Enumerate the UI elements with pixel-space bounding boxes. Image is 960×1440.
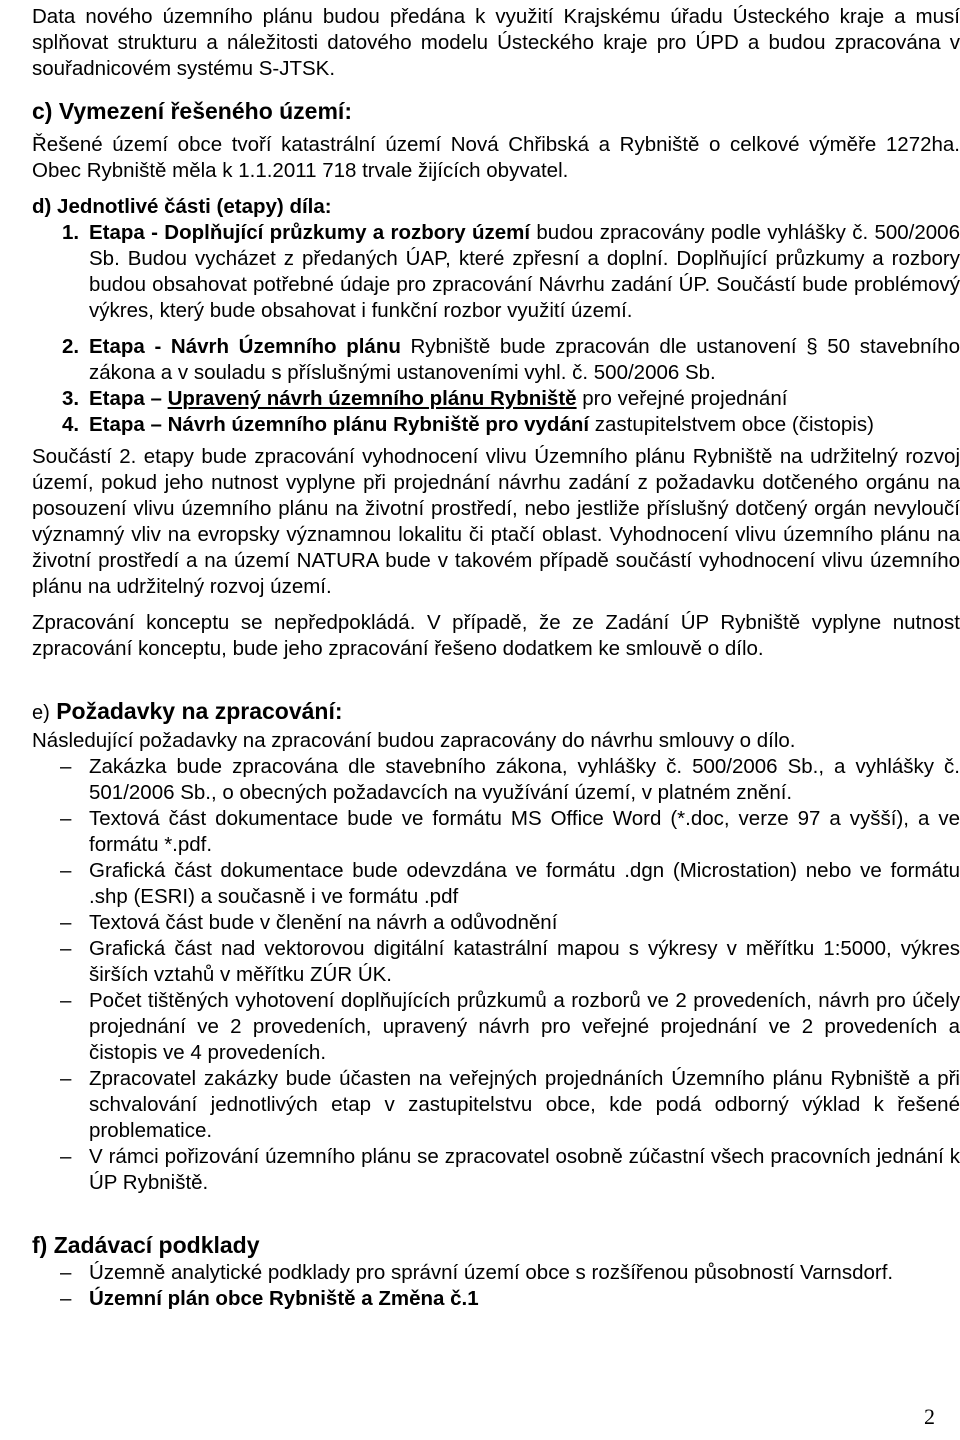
requirement-item <box>32 910 960 936</box>
stage-text: zastupitelstvem obce (čistopis) <box>589 413 874 436</box>
requirement-item <box>32 806 960 858</box>
page-number: 2 <box>924 1404 935 1429</box>
requirement-item <box>32 936 960 988</box>
requirement-text: Grafická část nad vektorovou digitální katastrální mapou s výkresy v měřítku 1:5000, výkres širších vztahů v měřítku ZÚR ÚK. <box>89 937 960 986</box>
requirement-text: Zpracovatel zakázky bude účasten na veřejných projednáních Územního plánu Rybniště a při schvalování jednotlivých etap v zastupitelstvu obce, kde podá odborný výklad k řešené problematice. <box>89 1067 960 1142</box>
stage-item-1 <box>32 220 960 324</box>
section-e-intro: Následující požadavky na zpracování budou zapracovány do návrhu smlouvy o dílo. <box>32 729 796 752</box>
dash-bullet: – <box>60 989 72 1012</box>
stage-number: 1. <box>62 221 80 244</box>
stage-item-4 <box>32 412 960 438</box>
dash-bullet: – <box>60 859 72 882</box>
requirement-item <box>32 754 960 806</box>
section-d-paragraph-1: Součástí 2. etapy bude zpracování vyhodnocení vlivu Územního plánu Rybniště na udržitelný rozvoj území, pokud jeho nutnost vyplyne při projednání návrhu zadání z požadavku dotčeného orgánu na posouzení vlivu územního plánu na životní prostředí, nebo jestliže příslušný dotčený orgán nevyloučí významný vliv na evropsky významnou lokalitu či ptačí oblast. Vyhodnocení vlivu územního plánu na životní prostředí a na území NATURA bude v takovém případě součástí vyhodnocení vlivu územního plánu na udržitelný rozvoj území. <box>32 445 960 598</box>
source-item <box>32 1260 960 1286</box>
dash-bullet: – <box>60 1145 72 1168</box>
dash-bullet: – <box>60 807 72 830</box>
requirement-item <box>32 1066 960 1144</box>
dash-bullet: – <box>60 911 72 934</box>
stage-text: budou zpracovány podle vyhlášky č. 500/2006 Sb. Budou vycházet z předaných ÚAP, které zpřesní a doplní. Doplňující průzkumy a rozbory budou obsahovat potřebné údaje pro zpracování Návrhu zadání ÚP. Součástí bude problémový výkres, který bude obsahovat i funkční rozbor využití území. <box>89 221 960 322</box>
source-item <box>32 1286 960 1312</box>
requirement-text: Grafická část dokumentace bude odevzdána ve formátu .dgn (Microstation) nebo ve formátu .shp (ESRI) a současně i ve formátu .pdf <box>89 859 960 908</box>
section-c-heading: c) Vymezení řešeného území: <box>32 98 352 124</box>
stage-text: Rybniště bude zpracován dle ustanovení § 50 stavebního zákona a v souladu s příslušnými ustanoveními vyhl. č. 500/2006 Sb. <box>89 335 960 384</box>
dash-bullet: – <box>60 1067 72 1090</box>
requirement-item <box>32 858 960 910</box>
source-text: Územní plán obce Rybniště a Změna č.1 <box>89 1287 479 1310</box>
section-c-text: Řešené území obce tvoří katastrální území Nová Chřibská a Rybniště o celkové výměře 1272ha. Obec Rybniště měla k 1.1.2011 718 trvale žijících obyvatel. <box>32 133 960 182</box>
section-e-title: Požadavky na zpracování: <box>56 698 343 724</box>
section-e-heading <box>32 696 960 728</box>
section-d-heading: d) Jednotlivé části (etapy) díla: <box>32 195 332 218</box>
stage-number: 2. <box>62 335 80 358</box>
source-text: Územně analytické podklady pro správní území obce s rozšířenou působností Varnsdorf. <box>89 1261 894 1284</box>
document-page <box>32 4 960 1312</box>
stage-title: Etapa – <box>89 387 168 410</box>
stage-title-underlined: Upravený návrh územního plánu Rybniště <box>167 387 577 410</box>
stage-title: Etapa – Návrh územního plánu Rybniště pro vydání <box>89 413 590 436</box>
stage-number: 3. <box>62 387 80 410</box>
intro-paragraph: Data nového územního plánu budou předána k využití Krajskému úřadu Ústeckého kraje a musí splňovat strukturu a náležitosti datového modelu Ústeckého kraje pro ÚPD a budou zpracována v souřadnicovém systému S-JTSK. <box>32 5 960 80</box>
dash-bullet: – <box>60 1287 72 1310</box>
requirement-text: Zakázka bude zpracována dle stavebního zákona, vyhlášky č. 500/2006 Sb., a vyhlášky č. 501/2006 Sb., o obecných požadavcích na využívání území, v platném znění. <box>89 755 960 804</box>
section-d-paragraph-2: Zpracování konceptu se nepředpokládá. V případě, že ze Zadání ÚP Rybniště vyplyne nutnost zpracování konceptu, bude jeho zpracování řešeno dodatkem ke smlouvě o dílo. <box>32 611 960 660</box>
requirement-item <box>32 1144 960 1196</box>
stage-item-2 <box>32 334 960 386</box>
stage-title: Etapa - Doplňující průzkumy a rozbory území <box>89 221 531 244</box>
stage-text: pro veřejné projednání <box>576 387 788 410</box>
requirement-text: Počet tištěných vyhotovení doplňujících průzkumů a rozborů ve 2 provedeních, návrh pro účely projednání ve 2 provedeních, upravený návrh pro veřejné projednání ve 2 provedeních a čistopis ve 4 provedeních. <box>89 989 960 1064</box>
requirement-text: Textová část bude v členění na návrh a odůvodnění <box>89 911 558 934</box>
stage-number: 4. <box>62 413 80 436</box>
dash-bullet: – <box>60 1261 72 1284</box>
section-e-label: e) <box>32 702 50 724</box>
stage-title: Etapa - Návrh Územního plánu <box>89 335 401 358</box>
stage-item-3 <box>32 386 960 412</box>
requirement-text: Textová část dokumentace bude ve formátu MS Office Word (*.doc, verze 97 a vyšší), a ve formátu *.pdf. <box>89 807 960 856</box>
section-f-heading: f) Zadávací podklady <box>32 1232 260 1258</box>
dash-bullet: – <box>60 755 72 778</box>
requirement-item <box>32 988 960 1066</box>
requirement-text: V rámci pořizování územního plánu se zpracovatel osobně zúčastní všech pracovních jednání k ÚP Rybniště. <box>89 1145 960 1194</box>
dash-bullet: – <box>60 937 72 960</box>
